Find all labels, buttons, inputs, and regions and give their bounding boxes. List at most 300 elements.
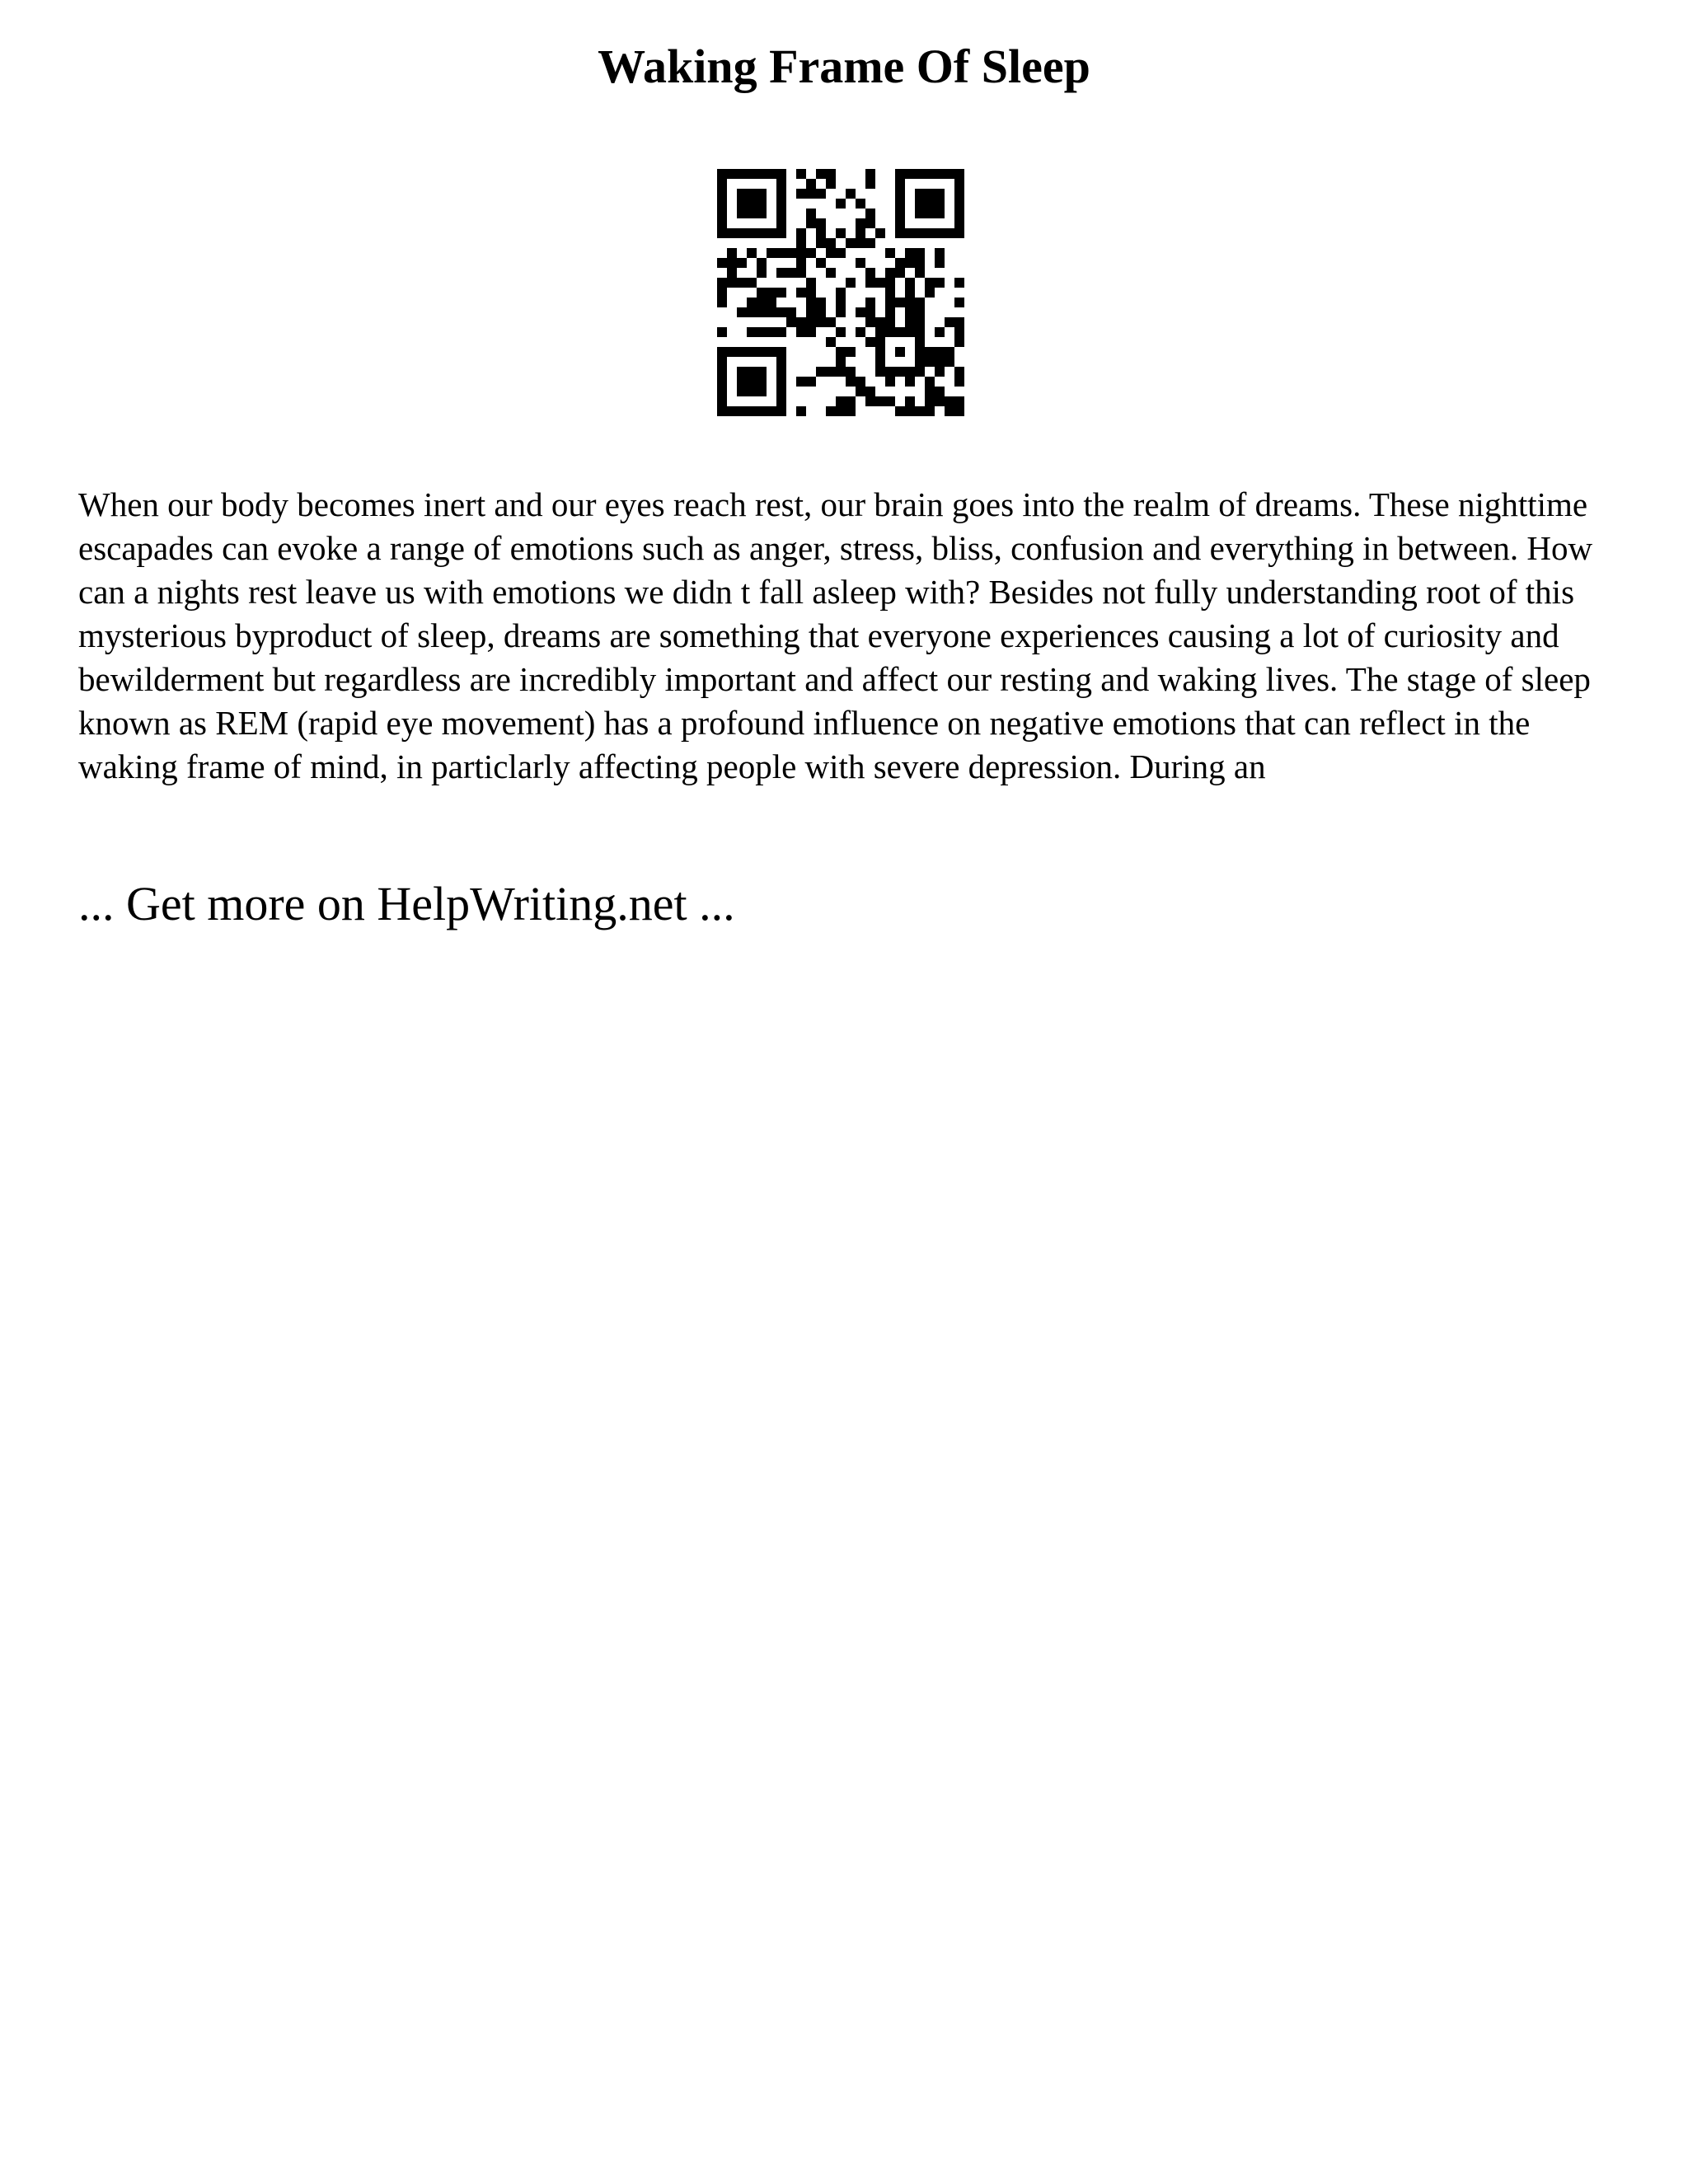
qr-module bbox=[717, 298, 727, 307]
qr-module bbox=[905, 278, 915, 288]
qr-module bbox=[717, 169, 727, 179]
qr-module bbox=[915, 268, 925, 278]
qr-module bbox=[846, 278, 856, 288]
qr-module bbox=[776, 218, 786, 228]
qr-module bbox=[895, 179, 905, 189]
qr-module bbox=[935, 387, 945, 396]
qr-module bbox=[737, 189, 747, 199]
qr-module bbox=[727, 278, 737, 288]
qr-module bbox=[816, 298, 826, 307]
qr-module bbox=[717, 278, 727, 288]
qr-module bbox=[826, 406, 836, 416]
qr-module bbox=[747, 169, 757, 179]
qr-module bbox=[816, 228, 826, 238]
qr-module bbox=[905, 248, 915, 258]
qr-module bbox=[836, 347, 846, 357]
qr-module bbox=[856, 258, 865, 268]
qr-module bbox=[717, 396, 727, 406]
qr-module bbox=[717, 377, 727, 387]
qr-module bbox=[895, 406, 905, 416]
qr-module bbox=[945, 317, 954, 327]
qr-module bbox=[925, 347, 935, 357]
qr-module bbox=[717, 387, 727, 396]
qr-module bbox=[856, 377, 865, 387]
qr-module bbox=[826, 268, 836, 278]
qr-module bbox=[757, 189, 767, 199]
qr-module bbox=[905, 406, 915, 416]
qr-module bbox=[737, 169, 747, 179]
qr-module bbox=[776, 347, 786, 357]
qr-module bbox=[776, 327, 786, 337]
qr-module bbox=[776, 189, 786, 199]
qr-module bbox=[915, 337, 925, 347]
qr-module bbox=[875, 327, 885, 337]
qr-module bbox=[757, 377, 767, 387]
qr-module bbox=[905, 169, 915, 179]
qr-module bbox=[816, 307, 826, 317]
qr-module bbox=[905, 317, 915, 327]
qr-module bbox=[767, 169, 776, 179]
qr-code-icon bbox=[717, 169, 964, 416]
qr-module bbox=[737, 209, 747, 218]
qr-module bbox=[806, 189, 816, 199]
qr-module bbox=[816, 367, 826, 377]
qr-module bbox=[747, 189, 757, 199]
qr-module bbox=[895, 218, 905, 228]
qr-module bbox=[737, 307, 747, 317]
qr-module bbox=[776, 248, 786, 258]
qr-module bbox=[935, 169, 945, 179]
qr-module bbox=[915, 199, 925, 209]
qr-module bbox=[895, 347, 905, 357]
qr-module bbox=[717, 228, 727, 238]
qr-module bbox=[915, 406, 925, 416]
qr-module bbox=[757, 298, 767, 307]
body-paragraph: When our body becomes inert and our eyes reach rest, our brain goes into the realm of dreams. These nighttime escapades can evoke a range of emotions such as anger, stress, bliss, confusion and everything in between. How can a nights rest leave us with emotions we didn t fall asleep with? Besides not fully understanding root of this mysterious byproduct of sleep, dreams are something that everyone experiences causing a lot of curiosity and bewilderment but regardless are incredibly important and affect our resting and waking lives. The stage of sleep known as REM (rapid eye movement) has a profound influence on negative emotions that can reflect in the waking frame of mind, in particlarly affecting people with severe depression. During an bbox=[78, 485, 1593, 785]
qr-module bbox=[816, 258, 826, 268]
qr-module bbox=[954, 327, 964, 337]
qr-module bbox=[747, 327, 757, 337]
qr-module bbox=[757, 268, 767, 278]
qr-module bbox=[767, 298, 776, 307]
qr-module bbox=[954, 189, 964, 199]
qr-module bbox=[747, 406, 757, 416]
qr-module bbox=[954, 337, 964, 347]
qr-module bbox=[836, 327, 846, 337]
qr-module bbox=[925, 169, 935, 179]
qr-module bbox=[925, 228, 935, 238]
qr-module bbox=[796, 268, 806, 278]
qr-module bbox=[767, 347, 776, 357]
qr-module bbox=[737, 367, 747, 377]
qr-module bbox=[925, 406, 935, 416]
qr-module bbox=[717, 218, 727, 228]
qr-module bbox=[954, 377, 964, 387]
qr-module bbox=[767, 307, 776, 317]
qr-module bbox=[865, 387, 875, 396]
qr-module bbox=[905, 377, 915, 387]
qr-module bbox=[717, 406, 727, 416]
qr-module bbox=[915, 228, 925, 238]
qr-module bbox=[747, 228, 757, 238]
qr-module bbox=[806, 218, 816, 228]
qr-module bbox=[796, 238, 806, 248]
qr-module bbox=[935, 248, 945, 258]
qr-module bbox=[925, 278, 935, 288]
qr-module bbox=[796, 377, 806, 387]
qr-module bbox=[935, 396, 945, 406]
qr-module bbox=[747, 377, 757, 387]
qr-module bbox=[915, 248, 925, 258]
qr-module bbox=[747, 278, 757, 288]
qr-module bbox=[737, 387, 747, 396]
qr-module bbox=[776, 396, 786, 406]
qr-module bbox=[905, 307, 915, 317]
qr-module bbox=[806, 179, 816, 189]
qr-module bbox=[786, 307, 796, 317]
qr-module bbox=[954, 199, 964, 209]
qr-module bbox=[757, 367, 767, 377]
qr-module bbox=[875, 357, 885, 367]
qr-module bbox=[826, 367, 836, 377]
qr-module bbox=[856, 199, 865, 209]
qr-module bbox=[757, 327, 767, 337]
qr-module bbox=[796, 288, 806, 298]
qr-module bbox=[836, 199, 846, 209]
qr-module bbox=[727, 347, 737, 357]
qr-module bbox=[954, 218, 964, 228]
qr-module bbox=[954, 317, 964, 327]
qr-module bbox=[757, 169, 767, 179]
qr-module bbox=[796, 258, 806, 268]
qr-module bbox=[796, 406, 806, 416]
qr-module bbox=[796, 189, 806, 199]
qr-module bbox=[905, 298, 915, 307]
qr-module bbox=[954, 169, 964, 179]
qr-module bbox=[796, 327, 806, 337]
qr-module bbox=[885, 377, 895, 387]
get-more-link[interactable]: ... Get more on HelpWriting.net ... bbox=[78, 877, 735, 930]
qr-module bbox=[875, 228, 885, 238]
qr-module bbox=[757, 199, 767, 209]
qr-module bbox=[717, 179, 727, 189]
qr-module bbox=[786, 268, 796, 278]
qr-module bbox=[856, 387, 865, 396]
qr-module bbox=[915, 298, 925, 307]
qr-module bbox=[915, 169, 925, 179]
qr-module bbox=[935, 258, 945, 268]
qr-module bbox=[846, 367, 856, 377]
qr-module bbox=[786, 317, 796, 327]
qr-module bbox=[895, 298, 905, 307]
qr-module bbox=[875, 317, 885, 327]
qr-module bbox=[935, 228, 945, 238]
qr-module bbox=[945, 228, 954, 238]
qr-module bbox=[826, 337, 836, 347]
qr-module bbox=[865, 179, 875, 189]
qr-module bbox=[757, 228, 767, 238]
qr-module bbox=[776, 307, 786, 317]
qr-module bbox=[865, 209, 875, 218]
qr-module bbox=[757, 258, 767, 268]
qr-module bbox=[717, 209, 727, 218]
qr-module bbox=[905, 258, 915, 268]
qr-module bbox=[885, 268, 895, 278]
qr-module bbox=[816, 238, 826, 248]
qr-module bbox=[935, 357, 945, 367]
qr-module bbox=[856, 327, 865, 337]
qr-module bbox=[915, 189, 925, 199]
qr-module bbox=[786, 248, 796, 258]
qr-module bbox=[717, 288, 727, 298]
qr-module bbox=[945, 406, 954, 416]
qr-module bbox=[915, 317, 925, 327]
qr-module bbox=[826, 169, 836, 179]
qr-module bbox=[717, 347, 727, 357]
qr-module bbox=[836, 288, 846, 298]
qr-module bbox=[836, 406, 846, 416]
qr-module bbox=[806, 209, 816, 218]
qr-module bbox=[885, 367, 895, 377]
qr-module bbox=[885, 317, 895, 327]
qr-module bbox=[925, 377, 935, 387]
qr-module bbox=[895, 199, 905, 209]
qr-module bbox=[757, 347, 767, 357]
qr-module bbox=[954, 298, 964, 307]
qr-module bbox=[875, 337, 885, 347]
qr-module bbox=[767, 406, 776, 416]
qr-module bbox=[895, 327, 905, 337]
qr-module bbox=[875, 347, 885, 357]
qr-module bbox=[836, 396, 846, 406]
qr-module bbox=[836, 357, 846, 367]
qr-module bbox=[954, 228, 964, 238]
qr-module bbox=[776, 288, 786, 298]
qr-module bbox=[737, 278, 747, 288]
qr-module bbox=[757, 209, 767, 218]
qr-module bbox=[885, 278, 895, 288]
qr-module bbox=[935, 367, 945, 377]
qr-module bbox=[816, 317, 826, 327]
qr-module bbox=[915, 347, 925, 357]
qr-module bbox=[856, 228, 865, 238]
qr-module bbox=[727, 169, 737, 179]
qr-module bbox=[727, 406, 737, 416]
qr-module bbox=[747, 347, 757, 357]
qr-module bbox=[846, 189, 856, 199]
qr-module bbox=[727, 228, 737, 238]
qr-module bbox=[925, 189, 935, 199]
qr-module bbox=[846, 406, 856, 416]
qr-module bbox=[865, 396, 875, 406]
qr-module bbox=[935, 327, 945, 337]
qr-module bbox=[816, 169, 826, 179]
qr-module bbox=[846, 238, 856, 248]
qr-module bbox=[954, 179, 964, 189]
qr-module bbox=[806, 327, 816, 337]
qr-module bbox=[737, 199, 747, 209]
qr-module bbox=[905, 396, 915, 406]
qr-module bbox=[747, 199, 757, 209]
qr-module bbox=[826, 238, 836, 248]
qr-module bbox=[757, 307, 767, 317]
qr-module bbox=[806, 298, 816, 307]
qr-module bbox=[806, 317, 816, 327]
qr-module bbox=[806, 288, 816, 298]
qr-module bbox=[865, 169, 875, 179]
qr-module bbox=[915, 357, 925, 367]
qr-module bbox=[885, 307, 895, 317]
qr-module bbox=[717, 367, 727, 377]
qr-module bbox=[895, 189, 905, 199]
qr-module bbox=[776, 228, 786, 238]
qr-module bbox=[915, 209, 925, 218]
qr-module bbox=[767, 248, 776, 258]
qr-module bbox=[747, 307, 757, 317]
qr-module bbox=[767, 228, 776, 238]
qr-module bbox=[895, 268, 905, 278]
qr-module bbox=[856, 307, 865, 317]
qr-module bbox=[816, 189, 826, 199]
qr-module bbox=[945, 357, 954, 367]
qr-module bbox=[865, 337, 875, 347]
qr-module bbox=[776, 268, 786, 278]
qr-module bbox=[776, 179, 786, 189]
qr-module bbox=[856, 238, 865, 248]
qr-module bbox=[747, 367, 757, 377]
qr-module bbox=[717, 357, 727, 367]
qr-module bbox=[836, 367, 846, 377]
qr-module bbox=[776, 169, 786, 179]
qr-module bbox=[767, 327, 776, 337]
qr-module bbox=[737, 377, 747, 387]
qr-module bbox=[954, 209, 964, 218]
qr-module bbox=[925, 288, 935, 298]
qr-module bbox=[935, 347, 945, 357]
qr-module bbox=[895, 228, 905, 238]
qr-module bbox=[935, 199, 945, 209]
qr-module bbox=[806, 278, 816, 288]
qr-module bbox=[945, 347, 954, 357]
qr-module bbox=[757, 288, 767, 298]
qr-module bbox=[905, 367, 915, 377]
qr-module bbox=[727, 258, 737, 268]
qr-module bbox=[836, 248, 846, 258]
qr-module bbox=[806, 377, 816, 387]
qr-module bbox=[757, 387, 767, 396]
qr-module bbox=[826, 317, 836, 327]
qr-module bbox=[737, 258, 747, 268]
qr-module bbox=[836, 307, 846, 317]
qr-module bbox=[905, 327, 915, 337]
qr-module bbox=[905, 288, 915, 298]
qr-module bbox=[915, 307, 925, 317]
qr-module bbox=[954, 396, 964, 406]
qr-module bbox=[885, 248, 895, 258]
qr-module bbox=[776, 209, 786, 218]
qr-module bbox=[885, 396, 895, 406]
qr-module bbox=[856, 218, 865, 228]
qr-module bbox=[875, 367, 885, 377]
qr-module bbox=[737, 347, 747, 357]
qr-module bbox=[747, 209, 757, 218]
qr-module bbox=[776, 406, 786, 416]
qr-module bbox=[895, 258, 905, 268]
qr-module bbox=[954, 406, 964, 416]
qr-module bbox=[796, 248, 806, 258]
qr-module bbox=[915, 367, 925, 377]
qr-module bbox=[925, 387, 935, 396]
qr-module bbox=[776, 357, 786, 367]
qr-module bbox=[865, 218, 875, 228]
qr-module bbox=[875, 396, 885, 406]
qr-module bbox=[905, 228, 915, 238]
qr-module bbox=[796, 169, 806, 179]
qr-module bbox=[747, 387, 757, 396]
qr-module bbox=[865, 238, 875, 248]
qr-module bbox=[717, 189, 727, 199]
qr-module bbox=[796, 228, 806, 238]
qr-module bbox=[954, 278, 964, 288]
qr-module bbox=[826, 179, 836, 189]
qr-module bbox=[776, 199, 786, 209]
qr-module bbox=[747, 248, 757, 258]
qr-module bbox=[954, 367, 964, 377]
qr-module bbox=[865, 317, 875, 327]
qr-module bbox=[747, 298, 757, 307]
qr-module bbox=[945, 396, 954, 406]
qr-module bbox=[885, 298, 895, 307]
qr-module bbox=[727, 268, 737, 278]
qr-module bbox=[767, 288, 776, 298]
qr-module bbox=[935, 278, 945, 288]
qr-module bbox=[717, 327, 727, 337]
qr-module bbox=[776, 367, 786, 377]
qr-module bbox=[925, 396, 935, 406]
qr-module bbox=[915, 327, 925, 337]
qr-module bbox=[796, 317, 806, 327]
qr-module bbox=[865, 307, 875, 317]
qr-module bbox=[717, 199, 727, 209]
qr-module bbox=[865, 268, 875, 278]
qr-module bbox=[915, 258, 925, 268]
qr-module bbox=[737, 406, 747, 416]
qr-module bbox=[935, 189, 945, 199]
qr-module bbox=[895, 367, 905, 377]
qr-module bbox=[737, 228, 747, 238]
qr-module bbox=[885, 288, 895, 298]
qr-module bbox=[836, 298, 846, 307]
qr-module bbox=[895, 169, 905, 179]
qr-module bbox=[776, 377, 786, 387]
qr-module bbox=[776, 387, 786, 396]
qr-module bbox=[865, 298, 875, 307]
qr-module bbox=[806, 307, 816, 317]
qr-module bbox=[875, 278, 885, 288]
qr-module bbox=[846, 347, 856, 357]
qr-module bbox=[846, 396, 856, 406]
qr-module bbox=[925, 199, 935, 209]
qr-module bbox=[727, 248, 737, 258]
qr-module bbox=[816, 218, 826, 228]
qr-module bbox=[895, 209, 905, 218]
qr-module bbox=[925, 357, 935, 367]
qr-module bbox=[935, 209, 945, 218]
qr-module bbox=[826, 248, 836, 258]
qr-module bbox=[925, 209, 935, 218]
qr-module bbox=[717, 258, 727, 268]
qr-module bbox=[846, 377, 856, 387]
